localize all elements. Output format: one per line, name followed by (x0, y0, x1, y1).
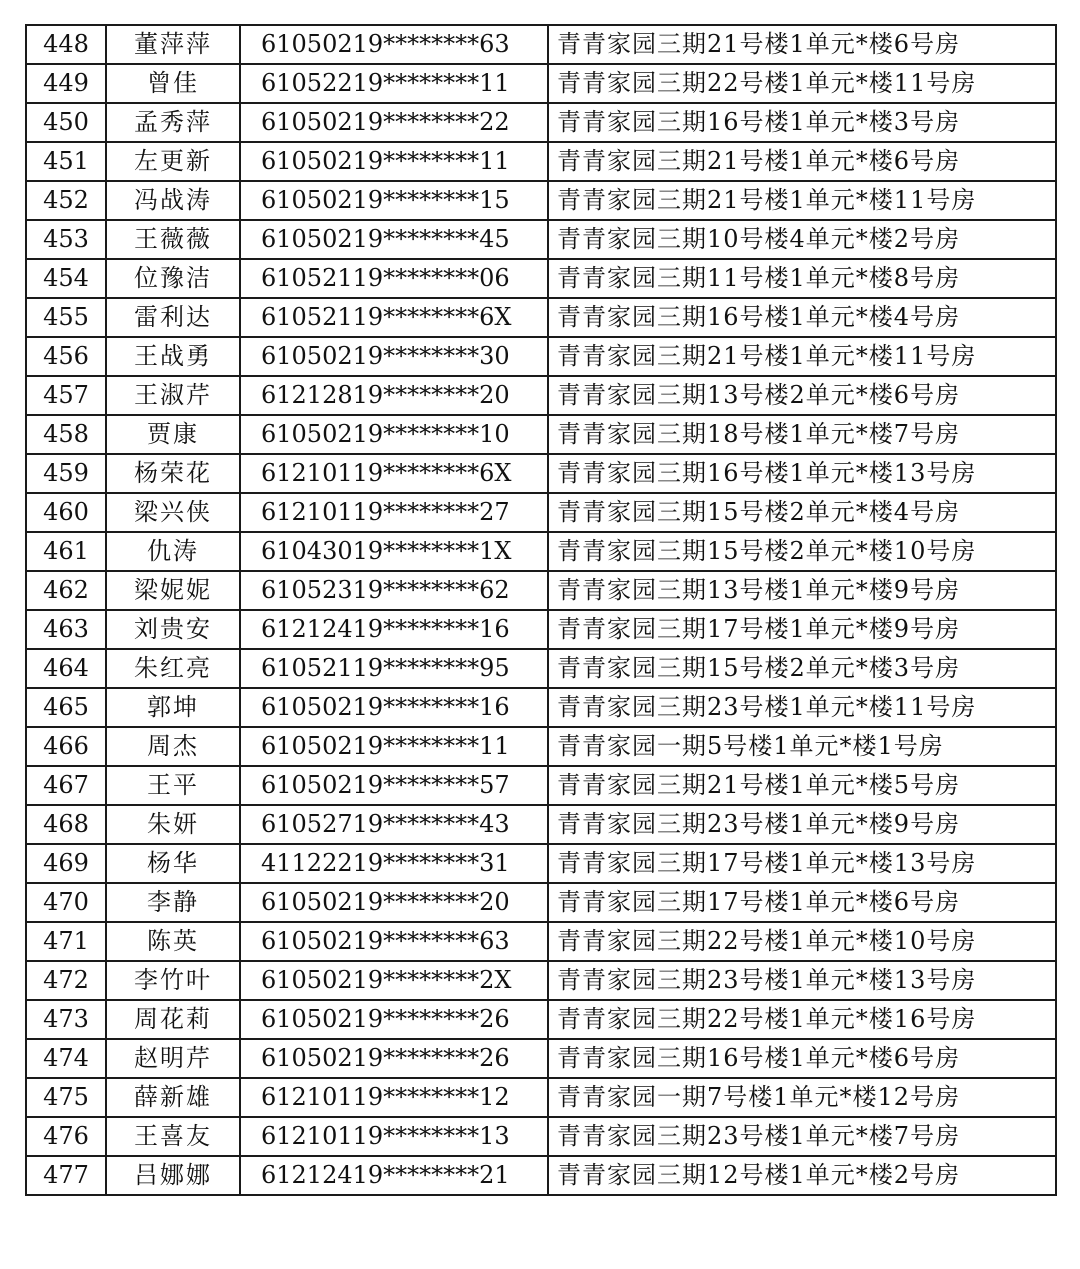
table-row (26, 571, 1056, 610)
address-cell: 青青家园三期21号楼1单元*楼11号房 (548, 337, 1056, 376)
id-number-cell: 61050219********57 (240, 766, 548, 805)
row-number-cell: 466 (26, 727, 106, 766)
id-number-cell: 61050219********10 (240, 415, 548, 454)
row-number-cell: 459 (26, 454, 106, 493)
name-cell: 董萍萍 (106, 25, 240, 64)
table-row (26, 532, 1056, 571)
row-number-cell: 477 (26, 1156, 106, 1195)
name-cell: 梁兴侠 (106, 493, 240, 532)
table-row (26, 1156, 1056, 1195)
address-cell: 青青家园三期18号楼1单元*楼7号房 (548, 415, 1056, 454)
id-number-cell: 61210119********13 (240, 1117, 548, 1156)
table-row (26, 805, 1056, 844)
roster-table-container (25, 24, 1055, 1196)
address-cell: 青青家园三期17号楼1单元*楼6号房 (548, 883, 1056, 922)
id-number-cell: 61050219********15 (240, 181, 548, 220)
id-number-cell: 61212819********20 (240, 376, 548, 415)
table-row (26, 922, 1056, 961)
id-number-cell: 61050219********2X (240, 961, 548, 1000)
name-cell: 曾佳 (106, 64, 240, 103)
name-cell: 王喜友 (106, 1117, 240, 1156)
address-cell: 青青家园三期23号楼1单元*楼13号房 (548, 961, 1056, 1000)
table-row (26, 1078, 1056, 1117)
address-cell: 青青家园三期23号楼1单元*楼9号房 (548, 805, 1056, 844)
id-number-cell: 61050219********26 (240, 1039, 548, 1078)
name-cell: 孟秀萍 (106, 103, 240, 142)
row-number-cell: 469 (26, 844, 106, 883)
row-number-cell: 460 (26, 493, 106, 532)
address-cell: 青青家园三期16号楼1单元*楼13号房 (548, 454, 1056, 493)
id-number-cell: 61050219********11 (240, 142, 548, 181)
row-number-cell: 457 (26, 376, 106, 415)
name-cell: 梁妮妮 (106, 571, 240, 610)
name-cell: 陈英 (106, 922, 240, 961)
name-cell: 吕娜娜 (106, 1156, 240, 1195)
row-number-cell: 461 (26, 532, 106, 571)
roster-table-body (26, 25, 1056, 1195)
id-number-cell: 61212419********16 (240, 610, 548, 649)
id-number-cell: 61052319********62 (240, 571, 548, 610)
row-number-cell: 474 (26, 1039, 106, 1078)
name-cell: 仇涛 (106, 532, 240, 571)
address-cell: 青青家园三期22号楼1单元*楼16号房 (548, 1000, 1056, 1039)
address-cell: 青青家园三期23号楼1单元*楼7号房 (548, 1117, 1056, 1156)
table-row (26, 142, 1056, 181)
table-row (26, 25, 1056, 64)
id-number-cell: 41122219********31 (240, 844, 548, 883)
table-row (26, 1039, 1056, 1078)
name-cell: 杨荣花 (106, 454, 240, 493)
address-cell: 青青家园三期21号楼1单元*楼6号房 (548, 25, 1056, 64)
row-number-cell: 451 (26, 142, 106, 181)
table-row (26, 844, 1056, 883)
name-cell: 王薇薇 (106, 220, 240, 259)
name-cell: 王平 (106, 766, 240, 805)
name-cell: 周花莉 (106, 1000, 240, 1039)
address-cell: 青青家园三期13号楼1单元*楼9号房 (548, 571, 1056, 610)
table-row (26, 649, 1056, 688)
id-number-cell: 61050219********22 (240, 103, 548, 142)
row-number-cell: 448 (26, 25, 106, 64)
id-number-cell: 61210119********12 (240, 1078, 548, 1117)
row-number-cell: 465 (26, 688, 106, 727)
table-row (26, 298, 1056, 337)
name-cell: 王战勇 (106, 337, 240, 376)
table-row (26, 181, 1056, 220)
address-cell: 青青家园三期16号楼1单元*楼6号房 (548, 1039, 1056, 1078)
address-cell: 青青家园三期11号楼1单元*楼8号房 (548, 259, 1056, 298)
id-number-cell: 61050219********26 (240, 1000, 548, 1039)
name-cell: 李竹叶 (106, 961, 240, 1000)
table-row (26, 454, 1056, 493)
address-cell: 青青家园三期13号楼2单元*楼6号房 (548, 376, 1056, 415)
row-number-cell: 453 (26, 220, 106, 259)
table-row (26, 103, 1056, 142)
row-number-cell: 468 (26, 805, 106, 844)
table-row (26, 961, 1056, 1000)
address-cell: 青青家园三期15号楼2单元*楼10号房 (548, 532, 1056, 571)
name-cell: 贾康 (106, 415, 240, 454)
row-number-cell: 473 (26, 1000, 106, 1039)
address-cell: 青青家园三期21号楼1单元*楼5号房 (548, 766, 1056, 805)
address-cell: 青青家园三期16号楼1单元*楼4号房 (548, 298, 1056, 337)
row-number-cell: 471 (26, 922, 106, 961)
address-cell: 青青家园三期17号楼1单元*楼9号房 (548, 610, 1056, 649)
name-cell: 左更新 (106, 142, 240, 181)
table-row (26, 493, 1056, 532)
address-cell: 青青家园三期15号楼2单元*楼4号房 (548, 493, 1056, 532)
name-cell: 杨华 (106, 844, 240, 883)
id-number-cell: 61052119********6X (240, 298, 548, 337)
row-number-cell: 454 (26, 259, 106, 298)
name-cell: 刘贵安 (106, 610, 240, 649)
roster-table (25, 24, 1057, 1196)
address-cell: 青青家园三期17号楼1单元*楼13号房 (548, 844, 1056, 883)
row-number-cell: 458 (26, 415, 106, 454)
name-cell: 位豫洁 (106, 259, 240, 298)
address-cell: 青青家园三期21号楼1单元*楼6号房 (548, 142, 1056, 181)
id-number-cell: 61052119********06 (240, 259, 548, 298)
row-number-cell: 470 (26, 883, 106, 922)
row-number-cell: 467 (26, 766, 106, 805)
row-number-cell: 455 (26, 298, 106, 337)
id-number-cell: 61050219********63 (240, 25, 548, 64)
id-number-cell: 61050219********30 (240, 337, 548, 376)
name-cell: 雷利达 (106, 298, 240, 337)
table-row (26, 376, 1056, 415)
id-number-cell: 61210119********6X (240, 454, 548, 493)
row-number-cell: 462 (26, 571, 106, 610)
address-cell: 青青家园三期21号楼1单元*楼11号房 (548, 181, 1056, 220)
id-number-cell: 61050219********45 (240, 220, 548, 259)
name-cell: 冯战涛 (106, 181, 240, 220)
row-number-cell: 463 (26, 610, 106, 649)
name-cell: 薛新雄 (106, 1078, 240, 1117)
row-number-cell: 476 (26, 1117, 106, 1156)
table-row (26, 610, 1056, 649)
id-number-cell: 61050219********11 (240, 727, 548, 766)
name-cell: 郭坤 (106, 688, 240, 727)
name-cell: 朱妍 (106, 805, 240, 844)
table-row (26, 259, 1056, 298)
name-cell: 王淑芹 (106, 376, 240, 415)
address-cell: 青青家园一期5号楼1单元*楼1号房 (548, 727, 1056, 766)
row-number-cell: 450 (26, 103, 106, 142)
id-number-cell: 61052219********11 (240, 64, 548, 103)
name-cell: 朱红亮 (106, 649, 240, 688)
id-number-cell: 61210119********27 (240, 493, 548, 532)
address-cell: 青青家园三期12号楼1单元*楼2号房 (548, 1156, 1056, 1195)
address-cell: 青青家园三期22号楼1单元*楼11号房 (548, 64, 1056, 103)
address-cell: 青青家园三期23号楼1单元*楼11号房 (548, 688, 1056, 727)
id-number-cell: 61050219********63 (240, 922, 548, 961)
table-row (26, 1117, 1056, 1156)
table-row (26, 727, 1056, 766)
id-number-cell: 61050219********20 (240, 883, 548, 922)
table-row (26, 337, 1056, 376)
table-row (26, 415, 1056, 454)
address-cell: 青青家园三期15号楼2单元*楼3号房 (548, 649, 1056, 688)
table-row (26, 1000, 1056, 1039)
name-cell: 赵明芹 (106, 1039, 240, 1078)
table-row (26, 64, 1056, 103)
table-row (26, 766, 1056, 805)
id-number-cell: 61050219********16 (240, 688, 548, 727)
name-cell: 李静 (106, 883, 240, 922)
address-cell: 青青家园三期16号楼1单元*楼3号房 (548, 103, 1056, 142)
table-row (26, 220, 1056, 259)
row-number-cell: 472 (26, 961, 106, 1000)
row-number-cell: 475 (26, 1078, 106, 1117)
id-number-cell: 61052119********95 (240, 649, 548, 688)
id-number-cell: 61043019********1X (240, 532, 548, 571)
address-cell: 青青家园一期7号楼1单元*楼12号房 (548, 1078, 1056, 1117)
row-number-cell: 449 (26, 64, 106, 103)
row-number-cell: 452 (26, 181, 106, 220)
row-number-cell: 464 (26, 649, 106, 688)
address-cell: 青青家园三期22号楼1单元*楼10号房 (548, 922, 1056, 961)
name-cell: 周杰 (106, 727, 240, 766)
id-number-cell: 61212419********21 (240, 1156, 548, 1195)
table-row (26, 688, 1056, 727)
address-cell: 青青家园三期10号楼4单元*楼2号房 (548, 220, 1056, 259)
id-number-cell: 61052719********43 (240, 805, 548, 844)
row-number-cell: 456 (26, 337, 106, 376)
table-row (26, 883, 1056, 922)
